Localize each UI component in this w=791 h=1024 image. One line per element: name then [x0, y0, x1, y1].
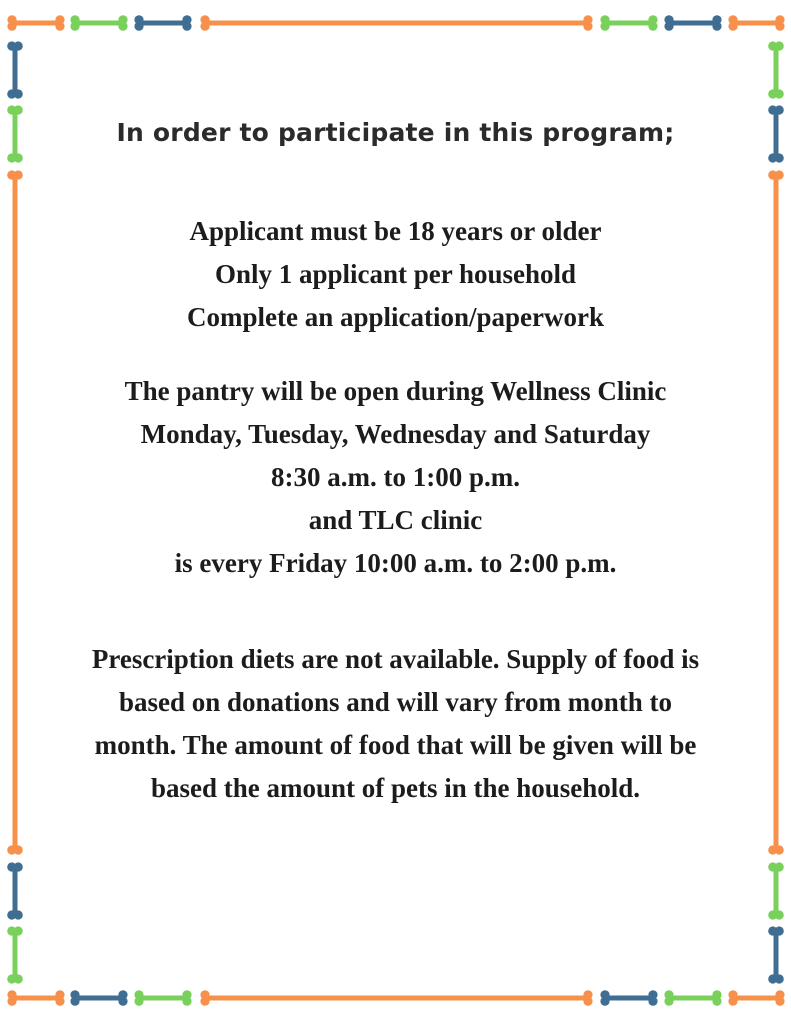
- dog-bone-icon: [7, 990, 64, 1006]
- dog-bone-icon: [134, 990, 191, 1006]
- dog-bone-icon: [134, 15, 191, 31]
- dog-bone-icon: [7, 926, 23, 983]
- pantry-hours: [0, 370, 791, 585]
- dog-bone-icon: [200, 15, 592, 31]
- dog-bone-icon: [7, 15, 64, 31]
- requirement-age: Applicant must be 18 years or older: [189, 216, 602, 246]
- hours-line-1: The pantry will be open during Wellness Clinic: [124, 376, 667, 406]
- hours-line-5: is every Friday 10:00 a.m. to 2:00 p.m.: [174, 548, 617, 578]
- dog-bone-icon: [768, 41, 784, 98]
- dog-bone-icon: [600, 990, 657, 1006]
- requirement-application: Complete an application/paperwork: [186, 302, 604, 332]
- dog-bone-icon: [7, 41, 23, 98]
- dog-bone-icon: [664, 15, 721, 31]
- dog-bone-icon: [728, 990, 784, 1006]
- dog-bone-icon: [768, 926, 784, 983]
- dog-bone-icon: [600, 15, 657, 31]
- dog-bone-icon: [728, 15, 784, 31]
- requirement-household: Only 1 applicant per household: [214, 259, 577, 289]
- dog-bone-icon: [200, 990, 592, 1006]
- hours-line-3: 8:30 a.m. to 1:00 p.m.: [271, 462, 520, 492]
- notice-line-2: based on donations and will vary from month to: [118, 687, 673, 717]
- notice-line-1: Prescription diets are not available. Supply of food is: [91, 644, 700, 674]
- notice-line-3: month. The amount of food that will be given will be: [94, 730, 697, 760]
- dog-bone-icon: [70, 15, 127, 31]
- hours-line-4: and TLC clinic: [308, 505, 483, 535]
- dog-bone-icon: [70, 990, 127, 1006]
- food-supply-notice: [40, 638, 751, 810]
- dog-bone-icon: [7, 862, 23, 919]
- dog-bone-icon: [664, 990, 721, 1006]
- page-heading: In order to participate in this program;: [116, 118, 675, 147]
- hours-line-2: Monday, Tuesday, Wednesday and Saturday: [140, 419, 651, 449]
- dog-bone-icon: [768, 862, 784, 919]
- requirements-list: [0, 210, 791, 339]
- notice-line-4: based the amount of pets in the household.: [150, 773, 641, 803]
